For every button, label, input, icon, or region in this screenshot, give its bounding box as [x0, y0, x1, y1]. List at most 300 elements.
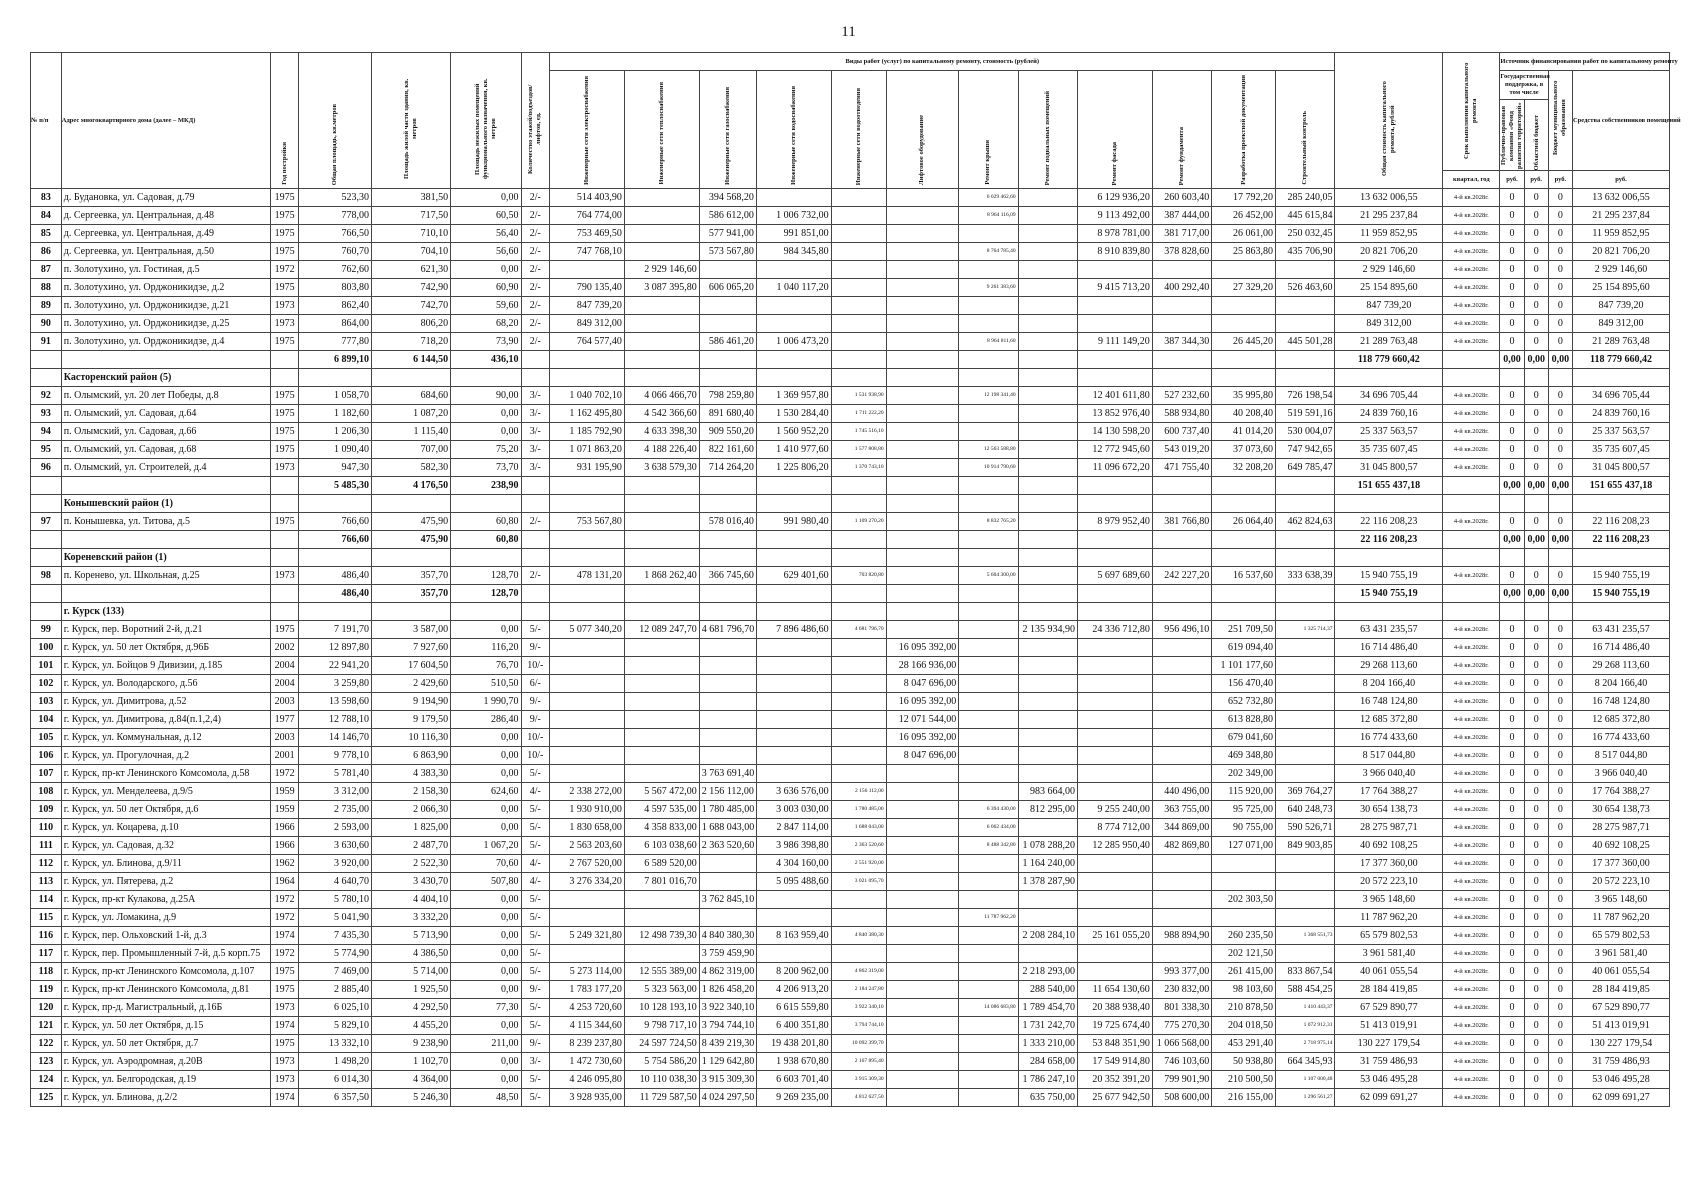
- row-number: 84: [31, 207, 62, 225]
- row-deadline: 4-й кв.2028г.: [1443, 387, 1500, 405]
- row-work-cost: [1276, 675, 1335, 693]
- district-blank: [550, 495, 625, 513]
- district-blank: [1524, 603, 1548, 621]
- row-work-cost: [959, 1071, 1018, 1089]
- row-municipal: 0: [1548, 873, 1572, 891]
- row-work-cost: [699, 909, 756, 927]
- row-work-cost: 4 253 720,60: [550, 999, 625, 1017]
- row-year: 1973: [270, 315, 299, 333]
- row-work-cost: 41 014,20: [1212, 423, 1276, 441]
- row-work-cost: [886, 837, 959, 855]
- row-work-cost: [1152, 315, 1211, 333]
- row-regional: 0: [1524, 423, 1548, 441]
- row-work-cost: 746 103,60: [1152, 1053, 1211, 1071]
- row-work-cost: [624, 909, 699, 927]
- row-address: г. Курск, пер. Промышленный 7-й, д.5 корп.75: [61, 945, 270, 963]
- row-owners: 16 774 433,60: [1572, 729, 1669, 747]
- row-floors: 2/-: [521, 315, 550, 333]
- row-total-cost: 28 275 987,71: [1335, 819, 1443, 837]
- row-municipal: 0: [1548, 945, 1572, 963]
- row-deadline: 4-й кв.2028г.: [1443, 801, 1500, 819]
- row-total-area: 1 498,20: [299, 1053, 372, 1071]
- row-work-cost: [959, 1089, 1018, 1107]
- row-work-cost: [959, 1035, 1018, 1053]
- row-owners: 21 289 763,48: [1572, 333, 1669, 351]
- row-regional: 0: [1524, 819, 1548, 837]
- row-work-cost: 12 198 341,40: [959, 387, 1018, 405]
- district-blank: [1152, 603, 1211, 621]
- col-total-cost-header: Общая стоимость капитального ремонта, рублей: [1335, 53, 1443, 189]
- row-work-cost: [1212, 261, 1276, 279]
- row-total-cost: 21 295 237,84: [1335, 207, 1443, 225]
- row-work-cost: 2 847 114,00: [756, 819, 831, 837]
- unit-rub-fund: руб.: [1500, 171, 1524, 189]
- row-total-area: 6 357,50: [299, 1089, 372, 1107]
- row-address: г. Курск, ул. Димитрова, д.52: [61, 693, 270, 711]
- row-floors: 4/-: [521, 783, 550, 801]
- row-work-cost: [624, 945, 699, 963]
- row-total-area: 486,40: [299, 567, 372, 585]
- row-owners: 3 961 581,40: [1572, 945, 1669, 963]
- row-municipal: 0: [1548, 513, 1572, 531]
- subtotal-blank: [699, 531, 756, 549]
- row-work-cost: [1078, 657, 1153, 675]
- row-work-cost: 26 445,20: [1212, 333, 1276, 351]
- row-number: 120: [31, 999, 62, 1017]
- row-work-cost: 1 938 670,80: [756, 1053, 831, 1071]
- row-owners: 21 295 237,84: [1572, 207, 1669, 225]
- row-work-cost: 2 551 920,00: [831, 855, 886, 873]
- row-work-cost: [886, 243, 959, 261]
- row-work-cost: 1 688 043,00: [831, 819, 886, 837]
- row-nonliving-area: 70,60: [451, 855, 521, 873]
- row-work-cost: 288 540,00: [1018, 981, 1077, 999]
- district-blank: [831, 549, 886, 567]
- subtotal-total-cost: 118 779 660,42: [1335, 351, 1443, 369]
- row-work-cost: 12 401 611,80: [1078, 387, 1153, 405]
- row-work-cost: 991 980,40: [756, 513, 831, 531]
- subtotal-blank: [831, 477, 886, 495]
- row-work-cost: [624, 639, 699, 657]
- row-total-area: 6 014,30: [299, 1071, 372, 1089]
- row-work-cost: [1152, 873, 1211, 891]
- row-living-area: 806,20: [371, 315, 450, 333]
- row-municipal: 0: [1548, 225, 1572, 243]
- row-number: 93: [31, 405, 62, 423]
- col-regional-header: Областной бюджет: [1532, 114, 1540, 170]
- row-deadline: 4-й кв.2028г.: [1443, 423, 1500, 441]
- row-address: д. Сергеевка, ул. Центральная, д.50: [61, 243, 270, 261]
- row-municipal: 0: [1548, 1089, 1572, 1107]
- row-work-cost: [831, 333, 886, 351]
- district-blank: [699, 369, 756, 387]
- row-work-cost: [831, 891, 886, 909]
- row-address: г. Курск, пр-кт Ленинского Комсомола, д.58: [61, 765, 270, 783]
- row-work-cost: [1018, 459, 1077, 477]
- district-blank: [1276, 603, 1335, 621]
- table-row: [31, 189, 1670, 207]
- row-address: п. Олымский, ул. Садовая, д.66: [61, 423, 270, 441]
- row-work-cost: 753 567,80: [550, 513, 625, 531]
- row-municipal: 0: [1548, 909, 1572, 927]
- row-total-area: 862,40: [299, 297, 372, 315]
- row-work-cost: 17 792,20: [1212, 189, 1276, 207]
- row-work-cost: [1078, 963, 1153, 981]
- row-nonliving-area: 48,50: [451, 1089, 521, 1107]
- row-work-cost: [1018, 909, 1077, 927]
- row-deadline: 4-й кв.2028г.: [1443, 711, 1500, 729]
- row-number: 125: [31, 1089, 62, 1107]
- col-deadline-header: Срок выполнения капитального ремонта: [1443, 53, 1500, 171]
- row-work-cost: 8 964 116,09: [959, 207, 1018, 225]
- row-work-cost: 1 333 210,00: [1018, 1035, 1077, 1053]
- row-work-cost: [959, 873, 1018, 891]
- row-municipal: 0: [1548, 1035, 1572, 1053]
- row-work-cost: 775 270,30: [1152, 1017, 1211, 1035]
- row-work-cost: [1276, 297, 1335, 315]
- row-work-cost: [550, 945, 625, 963]
- row-work-cost: 10 110 038,30: [624, 1071, 699, 1089]
- district-blank: [550, 603, 625, 621]
- row-work-cost: 984 345,80: [756, 243, 831, 261]
- district-blank: [1018, 369, 1077, 387]
- row-nonliving-area: 0,00: [451, 621, 521, 639]
- row-work-cost: 5 273 114,00: [550, 963, 625, 981]
- district-blank: [959, 549, 1018, 567]
- row-owners: 16 748 124,80: [1572, 693, 1669, 711]
- row-address: п. Олымский, ул. Садовая, д.64: [61, 405, 270, 423]
- district-blank: [886, 495, 959, 513]
- row-owners: 63 431 235,57: [1572, 621, 1669, 639]
- row-number: 111: [31, 837, 62, 855]
- row-work-cost: [1018, 207, 1077, 225]
- row-work-cost: [1152, 765, 1211, 783]
- row-total-cost: 16 774 433,60: [1335, 729, 1443, 747]
- subtotal-owners: 151 655 437,18: [1572, 477, 1669, 495]
- row-nonliving-area: 77,30: [451, 999, 521, 1017]
- row-work-cost: [699, 855, 756, 873]
- row-work-cost: 812 295,00: [1018, 801, 1077, 819]
- row-work-cost: 726 198,54: [1276, 387, 1335, 405]
- row-work-cost: 983 664,00: [1018, 783, 1077, 801]
- row-total-area: 947,30: [299, 459, 372, 477]
- row-work-cost: 453 291,40: [1212, 1035, 1276, 1053]
- row-work-cost: 95 725,00: [1212, 801, 1276, 819]
- row-municipal: 0: [1548, 711, 1572, 729]
- subtotal-row: [31, 585, 1670, 603]
- deadline-unit: квартал, год: [1443, 171, 1500, 189]
- district-blank: [959, 495, 1018, 513]
- row-work-cost: [886, 783, 959, 801]
- subtotal-blank: [1018, 585, 1077, 603]
- row-work-cost: 369 764,27: [1276, 783, 1335, 801]
- row-work-cost: [756, 729, 831, 747]
- table-row: [31, 801, 1670, 819]
- row-work-cost: 526 463,60: [1276, 279, 1335, 297]
- subtotal-blank: [31, 531, 62, 549]
- row-living-area: 4 455,20: [371, 1017, 450, 1035]
- row-work-cost: [1018, 261, 1077, 279]
- row-work-cost: 4 681 796,70: [831, 621, 886, 639]
- row-work-cost: [959, 1053, 1018, 1071]
- row-number: 106: [31, 747, 62, 765]
- row-living-area: 2 158,30: [371, 783, 450, 801]
- row-total-cost: 15 940 755,19: [1335, 567, 1443, 585]
- row-work-cost: 344 869,00: [1152, 819, 1211, 837]
- row-work-cost: [886, 189, 959, 207]
- row-nonliving-area: 76,70: [451, 657, 521, 675]
- subtotal-blank: [521, 531, 550, 549]
- district-blank: [1500, 495, 1524, 513]
- works-group-header: Виды работ (услуг) по капитальному ремонту, стоимость (рублей): [550, 53, 1335, 71]
- row-work-cost: 3 003 030,00: [756, 801, 831, 819]
- row-work-cost: 1 780 485,00: [831, 801, 886, 819]
- row-work-cost: 1 780 485,00: [699, 801, 756, 819]
- row-work-cost: 1 040 117,20: [756, 279, 831, 297]
- row-work-cost: 127 071,00: [1212, 837, 1276, 855]
- row-work-cost: [1018, 333, 1077, 351]
- row-total-area: 4 640,70: [299, 873, 372, 891]
- row-work-cost: 6 394 430,00: [959, 801, 1018, 819]
- row-work-cost: [1018, 189, 1077, 207]
- row-floors: 2/-: [521, 279, 550, 297]
- row-number: 113: [31, 873, 62, 891]
- row-regional: 0: [1524, 693, 1548, 711]
- subtotal-blank: [550, 531, 625, 549]
- district-blank: [959, 603, 1018, 621]
- row-work-cost: 1 826 458,20: [699, 981, 756, 999]
- district-blank: [1152, 495, 1211, 513]
- row-number: 110: [31, 819, 62, 837]
- row-work-cost: [550, 747, 625, 765]
- district-blank: [371, 549, 450, 567]
- row-work-cost: [1078, 783, 1153, 801]
- district-blank: [270, 369, 299, 387]
- row-number: 95: [31, 441, 62, 459]
- row-total-cost: 25 154 895,60: [1335, 279, 1443, 297]
- row-work-cost: 35 995,80: [1212, 387, 1276, 405]
- row-number: 90: [31, 315, 62, 333]
- row-work-cost: 12 555 389,00: [624, 963, 699, 981]
- row-year: 1959: [270, 783, 299, 801]
- row-year: 1972: [270, 909, 299, 927]
- row-number: 87: [31, 261, 62, 279]
- row-fund: 0: [1500, 387, 1524, 405]
- row-total-area: 2 593,00: [299, 819, 372, 837]
- row-work-cost: [699, 873, 756, 891]
- row-work-cost: 12 772 945,60: [1078, 441, 1153, 459]
- row-work-cost: 1 072 912,31: [1276, 1017, 1335, 1035]
- row-deadline: 4-й кв.2028г.: [1443, 1071, 1500, 1089]
- row-total-cost: 849 312,00: [1335, 315, 1443, 333]
- row-work-cost: [699, 639, 756, 657]
- unit-rub-municipal: руб.: [1548, 171, 1572, 189]
- row-total-cost: 3 966 040,40: [1335, 765, 1443, 783]
- row-fund: 0: [1500, 963, 1524, 981]
- row-address: г. Курск, пер. Воротний 2-й, д.21: [61, 621, 270, 639]
- row-address: п. Конышевка, ул. Титова, д.5: [61, 513, 270, 531]
- row-floors: 3/-: [521, 387, 550, 405]
- row-total-area: 13 332,10: [299, 1035, 372, 1053]
- row-fund: 0: [1500, 891, 1524, 909]
- row-work-cost: [886, 891, 959, 909]
- row-work-cost: 4 024 297,50: [699, 1089, 756, 1107]
- row-deadline: 4-й кв.2028г.: [1443, 459, 1500, 477]
- row-owners: 25 154 895,60: [1572, 279, 1669, 297]
- subtotal-fund: 0,00: [1500, 351, 1524, 369]
- table-row: [31, 729, 1670, 747]
- row-year: 1972: [270, 945, 299, 963]
- row-work-cost: 8 964 811,60: [959, 333, 1018, 351]
- row-regional: 0: [1524, 207, 1548, 225]
- subtotal-row: [31, 351, 1670, 369]
- row-regional: 0: [1524, 333, 1548, 351]
- row-regional: 0: [1524, 279, 1548, 297]
- subtotal-blank: [1212, 585, 1276, 603]
- row-nonliving-area: 0,00: [451, 729, 521, 747]
- subtotal-blank: [886, 351, 959, 369]
- row-fund: 0: [1500, 999, 1524, 1017]
- row-year: 2001: [270, 747, 299, 765]
- row-total-cost: 65 579 802,53: [1335, 927, 1443, 945]
- row-work-cost: [1152, 945, 1211, 963]
- row-work-cost: [624, 189, 699, 207]
- row-work-cost: 14 086 683,80: [959, 999, 1018, 1017]
- subtotal-blank: [959, 477, 1018, 495]
- district-blank: [1572, 495, 1669, 513]
- table-row: [31, 387, 1670, 405]
- row-work-cost: 1 783 177,20: [550, 981, 625, 999]
- row-municipal: 0: [1548, 675, 1572, 693]
- row-work-cost: [959, 747, 1018, 765]
- row-deadline: 4-й кв.2028г.: [1443, 621, 1500, 639]
- row-work-cost: [1018, 279, 1077, 297]
- row-work-cost: 1 109 270,20: [831, 513, 886, 531]
- row-work-cost: 13 852 976,40: [1078, 405, 1153, 423]
- row-work-cost: [756, 747, 831, 765]
- row-work-cost: 1 378 287,90: [1018, 873, 1077, 891]
- row-regional: 0: [1524, 639, 1548, 657]
- row-work-cost: 2 929 146,60: [624, 261, 699, 279]
- row-living-area: 1 102,70: [371, 1053, 450, 1071]
- row-work-cost: 578 016,40: [699, 513, 756, 531]
- row-work-cost: [959, 927, 1018, 945]
- row-work-cost: [831, 657, 886, 675]
- district-blank: [1212, 495, 1276, 513]
- row-work-cost: [1276, 909, 1335, 927]
- row-work-cost: 4 246 095,80: [550, 1071, 625, 1089]
- row-total-cost: 31 045 800,57: [1335, 459, 1443, 477]
- row-total-cost: 51 413 019,91: [1335, 1017, 1443, 1035]
- row-deadline: 4-й кв.2028г.: [1443, 639, 1500, 657]
- district-blank: [31, 603, 62, 621]
- row-work-cost: 4 542 366,60: [624, 405, 699, 423]
- table-row: [31, 1017, 1670, 1035]
- row-deadline: 4-й кв.2028г.: [1443, 261, 1500, 279]
- row-work-cost: 3 021 095,70: [831, 873, 886, 891]
- unit-rub-regional: руб.: [1524, 171, 1548, 189]
- row-work-cost: 9 113 492,00: [1078, 207, 1153, 225]
- row-number: 115: [31, 909, 62, 927]
- row-work-cost: 10 128 193,10: [624, 999, 699, 1017]
- row-floors: 2/-: [521, 261, 550, 279]
- row-work-cost: [1212, 315, 1276, 333]
- row-work-cost: 1 107 000,48: [1276, 1071, 1335, 1089]
- row-address: п. Олымский, ул. 20 лет Победы, д.8: [61, 387, 270, 405]
- row-work-cost: 210 878,50: [1212, 999, 1276, 1017]
- row-number: 112: [31, 855, 62, 873]
- row-work-cost: 3 794 744,10: [699, 1017, 756, 1035]
- row-living-area: 9 238,90: [371, 1035, 450, 1053]
- district-blank: [756, 495, 831, 513]
- row-work-cost: 19 725 674,40: [1078, 1017, 1153, 1035]
- row-work-cost: 956 496,10: [1152, 621, 1211, 639]
- row-work-cost: [550, 891, 625, 909]
- row-nonliving-area: 211,00: [451, 1035, 521, 1053]
- row-regional: 0: [1524, 261, 1548, 279]
- row-work-cost: 508 600,00: [1152, 1089, 1211, 1107]
- row-owners: 24 839 760,16: [1572, 405, 1669, 423]
- row-number: 99: [31, 621, 62, 639]
- row-work-cost: 629 401,60: [756, 567, 831, 585]
- subtotal-total-area: 5 485,30: [299, 477, 372, 495]
- row-nonliving-area: 73,70: [451, 459, 521, 477]
- row-work-cost: 216 155,00: [1212, 1089, 1276, 1107]
- row-total-area: 766,50: [299, 225, 372, 243]
- row-work-cost: 27 329,20: [1212, 279, 1276, 297]
- subtotal-regional: 0,00: [1524, 585, 1548, 603]
- row-work-cost: [959, 639, 1018, 657]
- row-work-cost: 5 754 586,20: [624, 1053, 699, 1071]
- row-work-cost: 606 065,20: [699, 279, 756, 297]
- row-work-cost: [886, 873, 959, 891]
- row-work-cost: [1276, 891, 1335, 909]
- district-blank: [699, 549, 756, 567]
- row-work-cost: [1152, 891, 1211, 909]
- col-nonliving-area-header: Площадь нежилых помещений функционального назначения, кв. метров: [451, 53, 521, 189]
- row-municipal: 0: [1548, 333, 1572, 351]
- subtotal-living-area: 357,70: [371, 585, 450, 603]
- row-municipal: 0: [1548, 765, 1572, 783]
- row-regional: 0: [1524, 297, 1548, 315]
- row-work-cost: 4 115 344,60: [550, 1017, 625, 1035]
- table-row: [31, 1071, 1670, 1089]
- row-work-cost: [1018, 441, 1077, 459]
- row-work-cost: 1 071 863,20: [550, 441, 625, 459]
- district-blank: [521, 603, 550, 621]
- row-work-cost: [886, 621, 959, 639]
- row-owners: 53 046 495,28: [1572, 1071, 1669, 1089]
- district-blank: [1500, 603, 1524, 621]
- row-work-cost: 2 208 284,10: [1018, 927, 1077, 945]
- row-municipal: 0: [1548, 819, 1572, 837]
- row-work-cost: 613 828,80: [1212, 711, 1276, 729]
- row-work-cost: 635 750,00: [1018, 1089, 1077, 1107]
- row-work-cost: [1078, 729, 1153, 747]
- row-work-cost: [959, 855, 1018, 873]
- subtotal-blank: [831, 585, 886, 603]
- row-work-cost: [1018, 567, 1077, 585]
- row-nonliving-area: 0,00: [451, 747, 521, 765]
- row-total-area: 766,60: [299, 513, 372, 531]
- row-total-area: 5 829,10: [299, 1017, 372, 1035]
- subtotal-owners: 15 940 755,19: [1572, 585, 1669, 603]
- row-work-cost: [624, 207, 699, 225]
- row-year: 1975: [270, 963, 299, 981]
- subtotal-blank: [31, 351, 62, 369]
- row-year: 1972: [270, 891, 299, 909]
- row-fund: 0: [1500, 1035, 1524, 1053]
